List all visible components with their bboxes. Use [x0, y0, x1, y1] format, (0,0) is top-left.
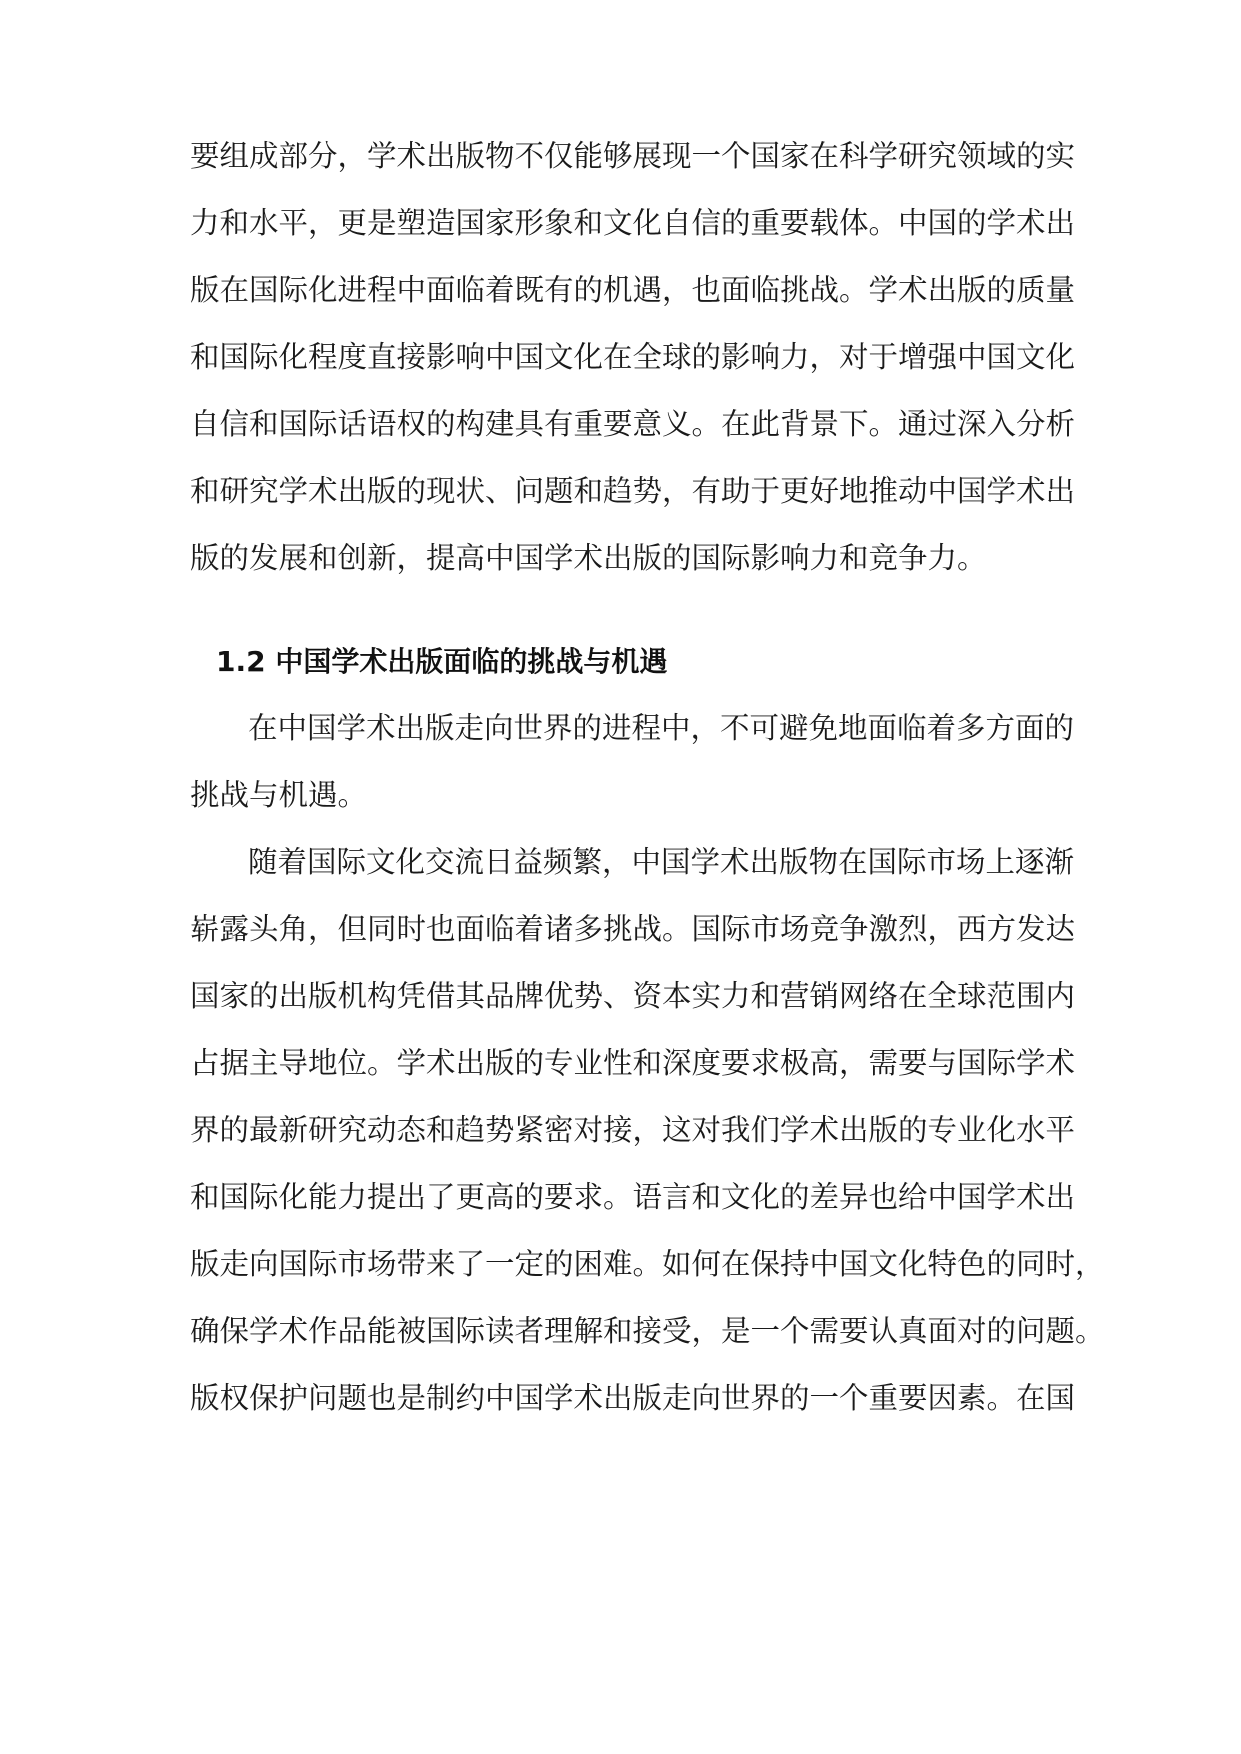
paragraph-1-line-4: 和国际化程度直接影响中国文化在全球的影响力，对于增强中国文化 [190, 340, 1076, 374]
paragraph-2-line-2: 挑战与机遇。 [190, 778, 368, 812]
paragraph-3-line-2: 崭露头角，但同时也面临着诸多挑战。国际市场竞争激烈，西方发达 [190, 912, 1076, 946]
paragraph-1-line-5: 自信和国际话语权的构建具有重要意义。在此背景下。通过深入分析 [190, 407, 1076, 441]
paragraph-3-line-5: 界的最新研究动态和趋势紧密对接，这对我们学术出版的专业化水平 [190, 1113, 1076, 1147]
paragraph-1-line-2: 力和水平，更是塑造国家形象和文化自信的重要载体。中国的学术出 [190, 206, 1076, 240]
paragraph-3-line-9: 版权保护问题也是制约中国学术出版走向世界的一个重要因素。在国 [190, 1381, 1076, 1415]
paragraph-3-line-4: 占据主导地位。学术出版的专业性和深度要求极高，需要与国际学术 [190, 1046, 1076, 1080]
paragraph-1-line-6: 和研究学术出版的现状、问题和趋势，有助于更好地推动中国学术出 [190, 474, 1076, 508]
paragraph-3-line-7: 版走向国际市场带来了一定的困难。如何在保持中国文化特色的同时， [190, 1247, 1105, 1281]
paragraph-3-line-3: 国家的出版机构凭借其品牌优势、资本实力和营销网络在全球范围内 [190, 979, 1076, 1013]
paragraph-2-line-1: 在中国学术出版走向世界的进程中，不可避免地面临着多方面的 [248, 711, 1075, 745]
paragraph-1-line-3: 版在国际化进程中面临着既有的机遇，也面临挑战。学术出版的质量 [190, 273, 1076, 307]
paragraph-1-line-7: 版的发展和创新，提高中国学术出版的国际影响力和竞争力。 [190, 541, 987, 575]
paragraph-3-line-1: 随着国际文化交流日益频繁，中国学术出版物在国际市场上逐渐 [248, 845, 1075, 879]
section-heading: 1.2 中国学术出版面临的挑战与机遇 [216, 645, 668, 678]
paragraph-1-line-1: 要组成部分，学术出版物不仅能够展现一个国家在科学研究领域的实 [190, 139, 1076, 173]
paragraph-3-line-6: 和国际化能力提出了更高的要求。语言和文化的差异也给中国学术出 [190, 1180, 1076, 1214]
paragraph-3-line-8: 确保学术作品能被国际读者理解和接受，是一个需要认真面对的问题。 [190, 1314, 1105, 1348]
